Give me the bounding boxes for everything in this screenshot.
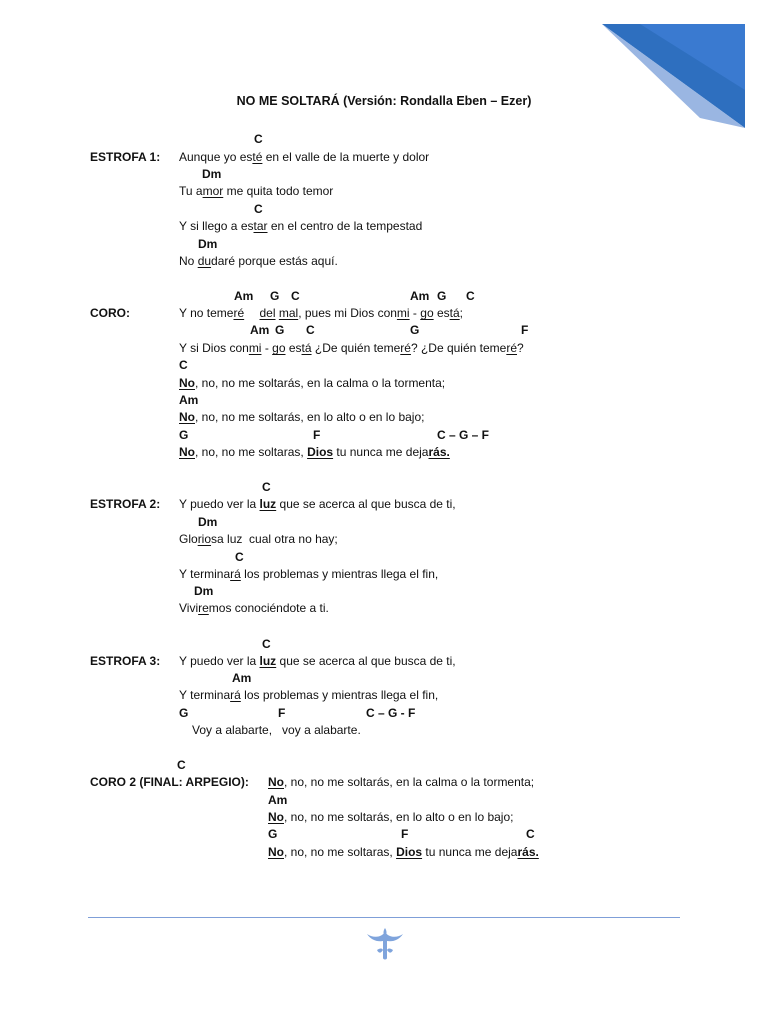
chord: G [437, 289, 447, 303]
chord: C [466, 289, 475, 303]
chord: G [179, 428, 189, 442]
lyric-line: Y no temeré del mal, pues mi Dios conmi - go está; [179, 306, 463, 320]
lyric-line: No, no, no me soltarás, en lo alto o en lo bajo; [179, 410, 425, 424]
lyric-line: No, no, no me soltaras, Dios tu nunca me dejarás. [179, 445, 450, 459]
lyric-line: Y puedo ver la luz que se acerca al que busca de ti, [179, 654, 456, 668]
footer-divider [88, 917, 680, 918]
corner-ribbon-icon [0, 0, 768, 140]
chord: Dm [198, 515, 218, 529]
lyric-line: No, no, no me soltarás, en la calma o la tormenta; [179, 376, 446, 390]
chord: G [410, 323, 420, 337]
chord: C [177, 758, 186, 772]
chord: C – G - F [366, 706, 416, 720]
lyric-line: Aunque yo esté en el valle de la muerte y dolor [179, 150, 430, 164]
chord: F [313, 428, 321, 442]
section-label-estrofa-1: ESTROFA 1: [90, 150, 161, 164]
chord: C [526, 827, 535, 841]
fleur-ornament-icon [363, 924, 407, 964]
chord: C – G – F [437, 428, 490, 442]
chord: Dm [202, 167, 222, 181]
chord: C [254, 202, 263, 216]
chord: F [401, 827, 409, 841]
page-title: NO ME SOLTARÁ (Versión: Rondalla Eben – Ezer) [236, 94, 532, 108]
chord: C [262, 637, 271, 651]
lyric-line: No, no, no me soltarás, en lo alto o en lo bajo; [268, 810, 514, 824]
lyric-line: Y si Dios conmi - go está ¿De quién temeré? ¿De quién temeré? [179, 341, 524, 355]
lyric-line: No, no, no me soltarás, en la calma o la tormenta; [268, 775, 535, 789]
chord: Am [232, 671, 252, 685]
section-label-coro-2: CORO 2 (FINAL: ARPEGIO): [90, 775, 249, 789]
chord: G [275, 323, 285, 337]
chord: Am [250, 323, 270, 337]
chord: G [179, 706, 189, 720]
chord: Dm [194, 584, 214, 598]
chord: Dm [198, 237, 218, 251]
chord: C [291, 289, 300, 303]
lyric-line: Voy a alabarte, voy a alabarte. [192, 723, 361, 737]
lyric-line: Tu amor me quita todo temor [179, 184, 334, 198]
chord: Am [179, 393, 199, 407]
lyric-line: No dudaré porque estás aquí. [179, 254, 338, 268]
chord: F [278, 706, 286, 720]
chord: C [179, 358, 188, 372]
lyric-line: Y terminará los problemas y mientras llega el fin, [179, 688, 439, 702]
chord: G [268, 827, 278, 841]
lyric-line: Y si llego a estar en el centro de la tempestad [179, 219, 423, 233]
lyric-line: Gloriosa luz cual otra no hay; [179, 532, 338, 546]
chord: C [306, 323, 315, 337]
section-label-coro: CORO: [90, 306, 130, 320]
lyric-line: Viviremos conociéndote a ti. [179, 601, 329, 615]
chord: C [235, 550, 244, 564]
chord: C [262, 480, 271, 494]
chord: F [521, 323, 529, 337]
lyric-line: Y terminará los problemas y mientras llega el fin, [179, 567, 439, 581]
chord: Am [410, 289, 430, 303]
chord: Am [234, 289, 254, 303]
section-label-estrofa-3: ESTROFA 3: [90, 654, 161, 668]
chord: G [270, 289, 280, 303]
section-label-estrofa-2: ESTROFA 2: [90, 497, 161, 511]
lyric-line: Y puedo ver la luz que se acerca al que busca de ti, [179, 497, 456, 511]
lyric-line: No, no, no me soltaras, Dios tu nunca me dejarás. [268, 845, 539, 859]
chord: C [254, 132, 263, 146]
chord: Am [268, 793, 288, 807]
